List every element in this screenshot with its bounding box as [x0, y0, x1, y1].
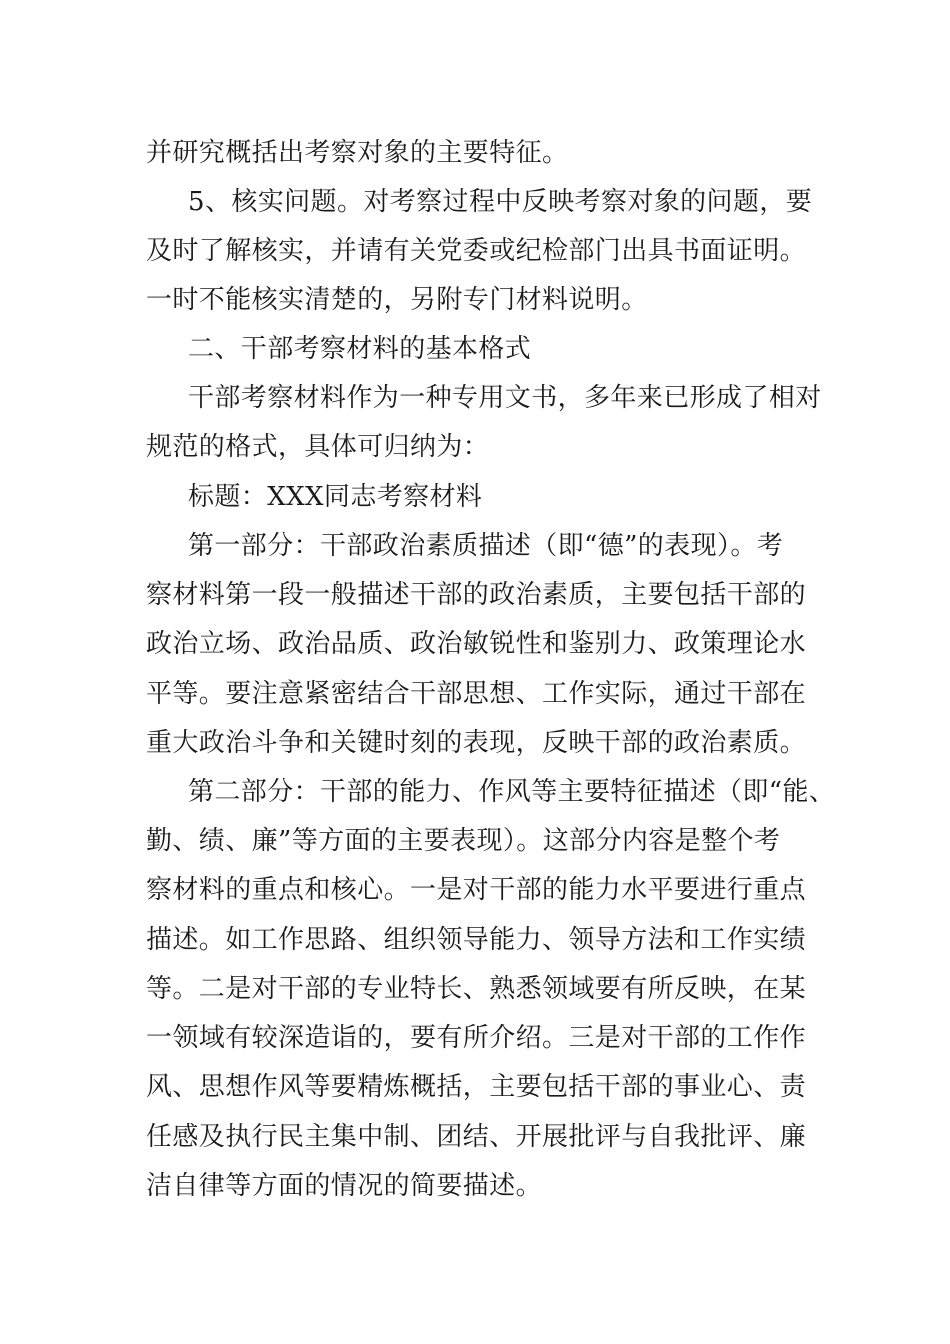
- text-line: 描述。如工作思路、组织领导能力、领导方法和工作实绩: [146, 925, 807, 955]
- text-line: 及时了解核实，并请有关党委或纪检部门出具书面证明。: [146, 236, 807, 266]
- text-line: 洁自律等方面的情况的简要描述。: [146, 1171, 543, 1201]
- section-heading: 二、干部考察材料的基本格式: [188, 334, 532, 364]
- text-line: 第二部分：干部的能力、作风等主要特征描述（即“能、: [188, 777, 836, 807]
- text-line: 察材料第一段一般描述干部的政治素质，主要包括干部的: [146, 580, 807, 610]
- text-line: 平等。要注意紧密结合干部思想、工作实际，通过干部在: [146, 679, 807, 709]
- text-line: 任感及执行民主集中制、团结、开展批评与自我批评、廉: [146, 1122, 807, 1152]
- text-line: 规范的格式，具体可归纳为：: [146, 432, 490, 462]
- text-line: 一时不能核实清楚的，另附专门材料说明。: [146, 285, 648, 315]
- text-line: 并研究概括出考察对象的主要特征。: [146, 138, 569, 168]
- text-line: 重大政治斗争和关键时刻的表现，反映干部的政治素质。: [146, 728, 807, 758]
- text-line: 标题：XXX同志考察材料: [188, 482, 483, 512]
- text-line: 5、核实问题。对考察过程中反映考察对象的问题，要: [188, 187, 813, 217]
- text-line: 风、思想作风等要精炼概括，主要包括干部的事业心、责: [146, 1072, 807, 1102]
- text-line: 察材料的重点和核心。一是对干部的能力水平要进行重点: [146, 875, 807, 905]
- text-line: 政治立场、政治品质、政治敏锐性和鉴别力、政策理论水: [146, 629, 807, 659]
- text-line: 第一部分：干部政治素质描述（即“德”的表现）。考: [188, 531, 784, 561]
- text-line: 勤、绩、廉”等方面的主要表现）。这部分内容是整个考: [146, 826, 781, 856]
- text-line: 一领域有较深造诣的，要有所介绍。三是对干部的工作作: [146, 1023, 807, 1053]
- text-line: 等。二是对干部的专业特长、熟悉领域要有所反映，在某: [146, 974, 807, 1004]
- text-line: 干部考察材料作为一种专用文书，多年来已形成了相对: [188, 383, 822, 413]
